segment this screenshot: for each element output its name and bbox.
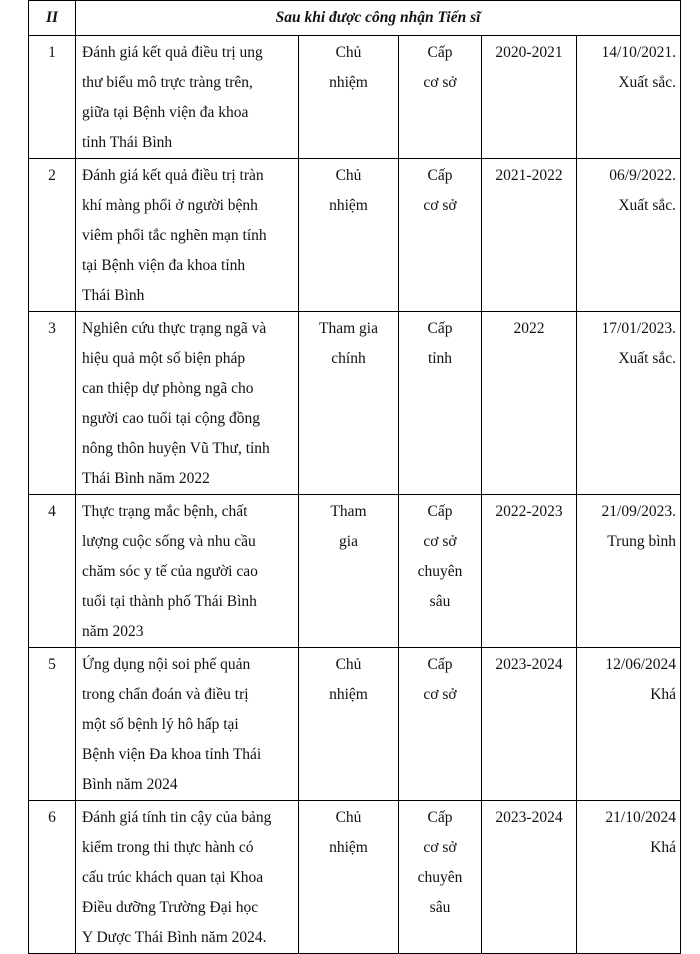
project-role <box>299 801 399 954</box>
project-title-line: Đánh giá tính tin cậy của bảng <box>82 809 272 826</box>
research-projects-table <box>28 0 681 954</box>
project-year-line: 2022-2023 <box>495 503 563 520</box>
project-title-line: hiệu quả một số biện pháp <box>82 350 246 367</box>
project-level-line: chuyên <box>417 563 463 580</box>
row-number <box>29 801 76 954</box>
project-year <box>482 648 577 801</box>
project-title-line: khí màng phổi ở người bệnh <box>82 197 258 214</box>
project-role-line: Chủ <box>335 167 362 184</box>
row-number <box>29 648 76 801</box>
project-result-line: Khá <box>650 839 677 856</box>
project-result <box>577 801 681 954</box>
project-title-line: thư biểu mô trực tràng trên, <box>82 74 253 91</box>
project-role-line: nhiệm <box>329 197 368 214</box>
project-title <box>76 495 299 648</box>
project-title-line: Đánh giá kết quả điều trị tràn <box>82 167 264 184</box>
project-level-line: cơ sở <box>423 74 457 91</box>
table-row <box>29 801 681 954</box>
project-result-line: Xuất sắc. <box>618 197 677 214</box>
table-row <box>29 648 681 801</box>
project-result <box>577 312 681 495</box>
project-level <box>399 801 482 954</box>
project-role <box>299 312 399 495</box>
project-role-line: Chủ <box>335 44 362 61</box>
project-role-line: nhiệm <box>329 839 368 856</box>
project-title-line: tỉnh Thái Bình <box>82 134 173 151</box>
project-level-line: cơ sở <box>423 686 457 703</box>
table-row <box>29 159 681 312</box>
project-title <box>76 312 299 495</box>
project-level-line: Cấp <box>427 167 453 184</box>
project-role-line: Tham <box>330 503 367 520</box>
project-level-line: Cấp <box>427 503 453 520</box>
project-result <box>577 36 681 159</box>
row-number <box>29 312 76 495</box>
project-result-line: Trung bình <box>607 533 677 550</box>
project-year <box>482 36 577 159</box>
project-title-line: chăm sóc y tế của người cao <box>82 563 258 580</box>
project-result-line: 21/10/2024 <box>605 809 677 826</box>
project-title <box>76 36 299 159</box>
project-level-line: cơ sở <box>423 533 457 550</box>
project-role <box>299 36 399 159</box>
project-role <box>299 648 399 801</box>
row-number <box>29 159 76 312</box>
project-result <box>577 159 681 312</box>
project-role-line: Chủ <box>335 809 362 826</box>
project-result-line: Khá <box>650 686 677 703</box>
project-title-line: Thực trạng mắc bệnh, chất <box>82 503 248 520</box>
project-level-line: Cấp <box>427 320 453 337</box>
project-title-line: Thái Bình <box>82 287 145 304</box>
project-role-line: Tham gia <box>319 320 378 337</box>
table-row <box>29 312 681 495</box>
row-number-line: 1 <box>48 44 56 61</box>
project-role <box>299 495 399 648</box>
project-result <box>577 495 681 648</box>
project-title-line: trong chẩn đoán và điều trị <box>82 686 249 703</box>
project-title-line: Y Dược Thái Bình năm 2024. <box>82 929 267 946</box>
project-year-line: 2023-2024 <box>495 809 563 826</box>
project-level-line: tỉnh <box>427 350 453 367</box>
row-number <box>29 36 76 159</box>
project-title-line: Bình năm 2024 <box>82 776 178 793</box>
project-level-line: chuyên <box>417 869 463 886</box>
project-title-line: Điều dưỡng Trường Đại học <box>82 899 259 916</box>
project-result-line: 06/9/2022. <box>609 167 677 184</box>
project-title-line: Bệnh viện Đa khoa tỉnh Thái <box>82 746 262 763</box>
project-result-line: 14/10/2021. <box>601 44 677 61</box>
project-title-line: can thiệp dự phòng ngã cho <box>82 380 254 397</box>
project-title-line: Nghiên cứu thực trạng ngã và <box>82 320 267 337</box>
project-result-line: Xuất sắc. <box>618 350 677 367</box>
project-result-line: 17/01/2023. <box>601 320 677 337</box>
project-year-line: 2022 <box>513 320 545 337</box>
project-title <box>76 159 299 312</box>
project-level-line: sâu <box>429 593 451 610</box>
project-level <box>399 648 482 801</box>
project-year-line: 2021-2022 <box>495 167 563 184</box>
project-title <box>76 801 299 954</box>
project-level <box>399 312 482 495</box>
row-number <box>29 495 76 648</box>
table-row <box>29 495 681 648</box>
project-year-line: 2020-2021 <box>495 44 563 61</box>
project-title-line: Ứng dụng nội soi phế quản <box>82 656 251 673</box>
project-role-line: nhiệm <box>329 686 368 703</box>
section-title: Sau khi được công nhận Tiến sĩ <box>76 1 681 36</box>
project-result-line: Xuất sắc. <box>618 74 677 91</box>
project-result-line: 12/06/2024 <box>605 656 677 673</box>
row-number-line: 4 <box>48 503 56 520</box>
project-title <box>76 648 299 801</box>
project-level <box>399 159 482 312</box>
project-year <box>482 159 577 312</box>
project-title-line: tuổi tại thành phố Thái Bình <box>82 593 257 610</box>
row-number-line: 2 <box>48 167 56 184</box>
project-title-line: lượng cuộc sống và nhu cầu <box>82 533 256 550</box>
project-title-line: năm 2023 <box>82 623 144 640</box>
project-title-line: người cao tuổi tại cộng đồng <box>82 410 261 427</box>
project-year <box>482 801 577 954</box>
project-year-line: 2023-2024 <box>495 656 563 673</box>
project-year <box>482 312 577 495</box>
project-role-line: chính <box>331 350 366 367</box>
project-level-line: cơ sở <box>423 839 457 856</box>
project-level-line: sâu <box>429 899 451 916</box>
project-level-line: Cấp <box>427 809 453 826</box>
project-title-line: giữa tại Bệnh viện đa khoa <box>82 104 249 121</box>
project-role-line: Chủ <box>335 656 362 673</box>
project-result-line: 21/09/2023. <box>601 503 677 520</box>
project-role <box>299 159 399 312</box>
project-title-line: tại Bệnh viện đa khoa tỉnh <box>82 257 246 274</box>
row-number-line: 5 <box>48 656 56 673</box>
project-title-line: Thái Bình năm 2022 <box>82 470 210 487</box>
project-level <box>399 36 482 159</box>
project-year <box>482 495 577 648</box>
project-title-line: kiểm trong thi thực hành có <box>82 839 254 856</box>
project-title-line: viêm phổi tắc nghẽn mạn tính <box>82 227 267 244</box>
project-level-line: Cấp <box>427 44 453 61</box>
table-row <box>29 36 681 159</box>
row-number-line: 6 <box>48 809 56 826</box>
project-title-line: nông thôn huyện Vũ Thư, tỉnh <box>82 440 270 457</box>
project-level-line: Cấp <box>427 656 453 673</box>
project-title-line: cấu trúc khách quan tại Khoa <box>82 869 264 886</box>
section-number: II <box>29 1 76 36</box>
section-header-row <box>29 1 681 36</box>
project-level <box>399 495 482 648</box>
project-title-line: một số bệnh lý hô hấp tại <box>82 716 239 733</box>
project-result <box>577 648 681 801</box>
project-level-line: cơ sở <box>423 197 457 214</box>
row-number-line: 3 <box>48 320 56 337</box>
project-title-line: Đánh giá kết quả điều trị ung <box>82 44 263 61</box>
project-role-line: gia <box>339 533 358 550</box>
project-role-line: nhiệm <box>329 74 368 91</box>
